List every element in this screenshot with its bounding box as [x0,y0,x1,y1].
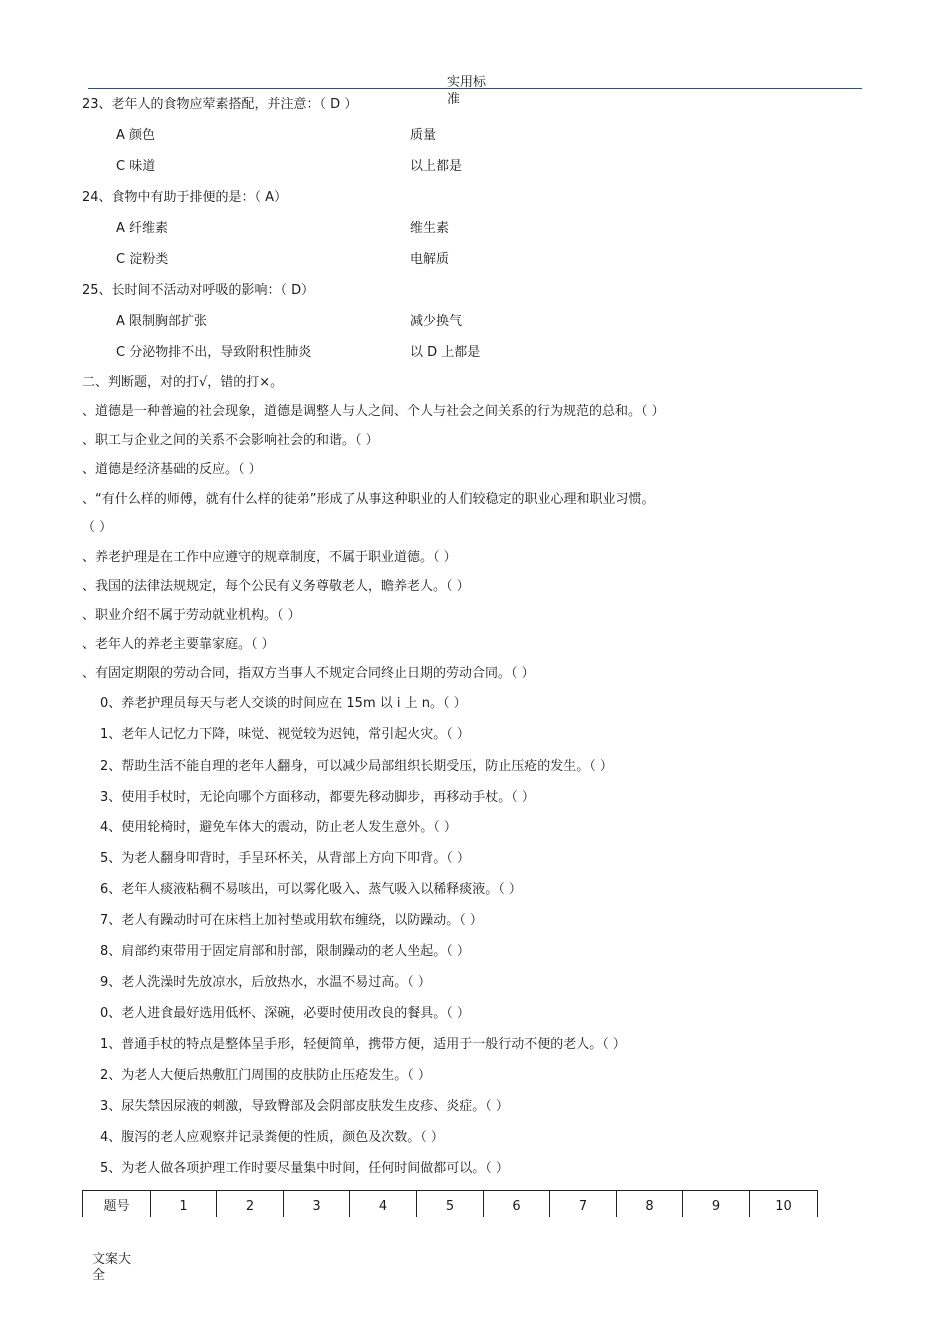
question-stem: 25、长时间不活动对呼吸的影响：（ D） [82,283,315,298]
answer-table-header-row [83,1191,818,1218]
judgment-item: 9、老人洗澡时先放凉水，后放热水，水温不易过高。（ ） [100,975,431,990]
judgment-item: 、我国的法律法规规定，每个公民有义务尊敬老人，瞻养老人。（ ） [82,579,470,594]
judgment-item: 2、为老人大便后热敷肛门周围的皮肤防止压疮发生。（ ） [100,1068,431,1083]
judgment-item: 、道德是一种普遍的社会现象，道德是调整人与人之间、个人与社会之间关系的行为规范的总和。（ ） [82,404,665,419]
answer-table-number-cell: 9 [683,1191,750,1218]
footer-text-line1: 文案大 [92,1252,132,1267]
option-d: 电解质 [410,252,450,267]
judgment-item: 0、老人进食最好选用低杯、深碗，必要时使用改良的餐具。（ ） [100,1006,470,1021]
option-a: A 限制胸部扩张 [116,314,208,329]
judgment-item: 4、使用轮椅时，避免车体大的震动，防止老人发生意外。（ ） [100,820,457,835]
judgment-item: 5、为老人翻身叩背时，手呈环杯关，从背部上方向下叩背。（ ） [100,851,470,866]
judgment-item: 5、为老人做各项护理工作时要尽量集中时间，任何时间做都可以。（ ） [100,1161,509,1176]
answer-table-number-cell: 10 [750,1191,818,1218]
judgment-item: 8、肩部约束带用于固定肩部和肘部，限制躁动的老人坐起。（ ） [100,944,470,959]
answer-table [82,1190,818,1217]
answer-table-number-cell: 5 [417,1191,484,1218]
header-text-line2: 准 [447,92,461,107]
answer-table-number-cell: 6 [484,1191,550,1218]
judgment-item: 、有固定期限的劳动合同，指双方当事人不规定合同终止日期的劳动合同。（ ） [82,666,535,681]
judgment-item: 6、老年人痰液粘稠不易咳出，可以雾化吸入、蒸气吸入以稀释痰液。（ ） [100,882,522,897]
judgment-item: 、道德是经济基础的反应。（ ） [82,462,262,477]
question-stem: 24、食物中有助于排便的是：（ A） [82,190,288,205]
option-d: 以 D 上都是 [410,345,481,360]
header-rule [88,88,862,89]
judgment-item: 2、帮助生活不能自理的老年人翻身，可以减少局部组织长期受压，防止压疮的发生。（ ） [100,759,613,774]
judgment-item: 0、养老护理员每天与老人交谈的时间应在 15m 以 i 上 n。（ ） [100,696,467,711]
judgment-item: 1、普通手杖的特点是整体呈手形，轻便简单，携带方便，适用于一般行动不便的老人。（ ） [100,1037,626,1052]
option-c: C 味道 [116,159,156,174]
option-b: 维生素 [410,221,450,236]
judgment-item: 3、使用手杖时，无论向哪个方面移动，都要先移动脚步，再移动手杖。（ ） [100,790,535,805]
answer-table-number-cell: 2 [217,1191,284,1218]
option-b: 质量 [410,128,437,143]
option-a: A 颜色 [116,128,156,143]
judgment-item: 7、老人有躁动时可在床档上加衬垫或用软布缠绕，以防躁动。（ ） [100,913,483,928]
header-text-line1: 实用标 [447,75,487,90]
judgment-item: 4、腹泻的老人应观察并记录粪便的性质，颜色及次数。（ ） [100,1130,444,1145]
question-stem: 23、老年人的食物应荤素搭配，并注意：（ D ） [82,97,358,112]
answer-table-number-cell: 8 [617,1191,683,1218]
judgment-item: 、职工与企业之间的关系不会影响社会的和谐。（ ） [82,433,379,448]
judgment-item: 1、老年人记忆力下降，味觉、视觉较为迟钝，常引起火灾。（ ） [100,727,470,742]
judgment-item: 、“有什么样的师傅，就有什么样的徒弟”形成了从事这种职业的人们较稳定的职业心理和职业习惯。 [82,492,655,507]
footer-text-line2: 全 [92,1268,106,1283]
answer-table-number-cell: 3 [284,1191,350,1218]
option-b: 减少换气 [410,314,463,329]
answer-table-number-cell: 7 [550,1191,617,1218]
option-c: C 分泌物排不出，导致附积性肺炎 [116,345,312,360]
answer-table-number-cell: 1 [151,1191,217,1218]
answer-table-label-cell: 题号 [83,1191,151,1218]
judgment-item: 、职业介绍不属于劳动就业机构。（ ） [82,608,301,623]
judgment-item: 、养老护理是在工作中应遵守的规章制度，不属于职业道德。（ ） [82,550,457,565]
judgment-item: 3、尿失禁因尿液的刺激，导致臀部及会阴部皮肤发生皮疹、炎症。（ ） [100,1099,509,1114]
option-c: C 淀粉类 [116,252,169,267]
judgment-item: 、老年人的养老主要靠家庭。（ ） [82,637,275,652]
judgment-item-continuation: （ ） [82,520,113,535]
option-a: A 纤维素 [116,221,169,236]
answer-table-number-cell: 4 [350,1191,417,1218]
section-title: 二、判断题，对的打√，错的打×。 [82,375,284,390]
option-d: 以上都是 [410,159,463,174]
